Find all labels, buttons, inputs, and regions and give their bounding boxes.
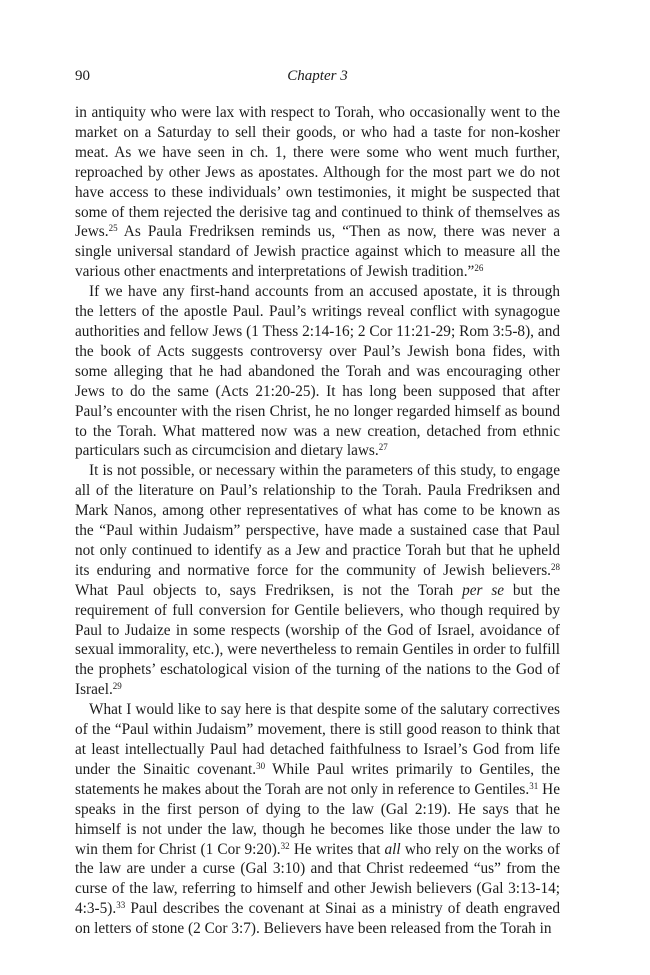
text-run: He speaks in the first person of dying to the law (Gal 2:19). He says that he himself is not under the law, though he becomes like those under the law to win them for Christ (1 Cor 9:20). [75, 780, 560, 858]
text-run: What I would like to say here is that despite some of the salutary correctives of the “Paul within Judaism” movement, there is still good reason to think that at least intellectually Paul had detached faithfulness to Israel’s God from life under the Sinaitic covenant. [75, 701, 560, 778]
footnote-marker: 28 [551, 561, 560, 572]
running-head [75, 68, 560, 88]
body-text [75, 103, 560, 939]
footnote-marker: 31 [529, 780, 539, 791]
footnote-marker: 27 [378, 442, 388, 453]
text-run: who rely on the works of the law are under a curse (Gal 3:10) and that Christ redeemed “us” from the curse of the law, referring to himself and other Jewish believers (Gal 3:13-14; 4:3-5). [75, 840, 560, 918]
footnote-marker: 30 [256, 760, 266, 771]
text-run: As Paula Fredriksen reminds us, “Then as now, there was never a single universal standard of Jewish practice against which to measure all the various other enactments and interpretations of Jewish tradition.” [75, 223, 560, 281]
italic-text: per se [462, 581, 505, 599]
footnote-marker: 33 [116, 900, 126, 911]
paragraph [75, 700, 560, 939]
text-run: He writes that [289, 840, 385, 858]
paragraph [75, 103, 560, 282]
italic-text: all [384, 840, 401, 858]
text-run: in antiquity who were lax with respect to Torah, who occasionally went to the market on a Saturday to sell their goods, or who had a taste for non-kosher meat. As we have seen in ch. 1, there were some who went much further, reproached by other Jews as apostates. Although for the most part we do not have access to these individuals’ own testimonies, it might be suspected that some of them rejected the derisive tag and continued to think of themselves as Jews. [75, 104, 560, 241]
text-run: If we have any first-hand accounts from an accused apostate, it is through the letters of the apostle Paul. Paul’s writings reveal conflict with synagogue authorities and fellow Jews (1 Thess 2:14-16; 2 Cor 11:21-29; Rom 3:5-8), and the book of Acts suggests controversy over Paul’s Jewish bona fides, with some alleging that he had abandoned the Torah and was encouraging other Jews to do the same (Acts 21:20-25). It has long been supposed that after Paul’s encounter with the risen Christ, he no longer regarded himself as bound to the Torah. What mattered now was a new creation, detached from ethnic particulars such as circumcision and dietary laws. [75, 283, 560, 460]
text-run: What Paul objects to, says Fredriksen, is not the Torah [75, 581, 463, 599]
text-run: While Paul writes primarily to Gentiles, the statements he makes about the Torah are not only in reference to Gentiles. [75, 760, 560, 798]
footnote-marker: 32 [280, 840, 290, 851]
text-run: It is not possible, or necessary within the parameters of this study, to engage all of the literature on Paul’s relationship to the Torah. Paula Fredriksen and Mark Nanos, among other representatives of what has come to be known as the “Paul within Judaism” perspective, have made a sustained case that Paul not only continued to identify as a Jew and practice Torah but that he upheld its enduring and normative force for the community of Jewish believers. [75, 462, 560, 579]
page-number: 90 [75, 68, 90, 84]
paragraph [75, 282, 560, 461]
text-run: Paul describes the covenant at Sinai as a ministry of death engraved on letters of stone (2 Cor 3:7). Believers have been released from the Torah in [75, 900, 560, 938]
footnote-marker: 26 [474, 263, 484, 274]
text-run: but the requirement of full conversion for Gentile believers, who though required by Paul to Judaize in some respects (worship of the God of Israel, avoidance of sexual immorality, etc.), were nevertheless to remain Gentiles in order to fulfill the prophets’ eschatological vision of the turning of the nations to the God of Israel. [75, 581, 560, 699]
running-head-chapter-title: Chapter 3 [287, 68, 348, 84]
paragraph [75, 461, 560, 700]
footnote-marker: 29 [112, 681, 122, 692]
footnote-marker: 25 [108, 223, 118, 234]
